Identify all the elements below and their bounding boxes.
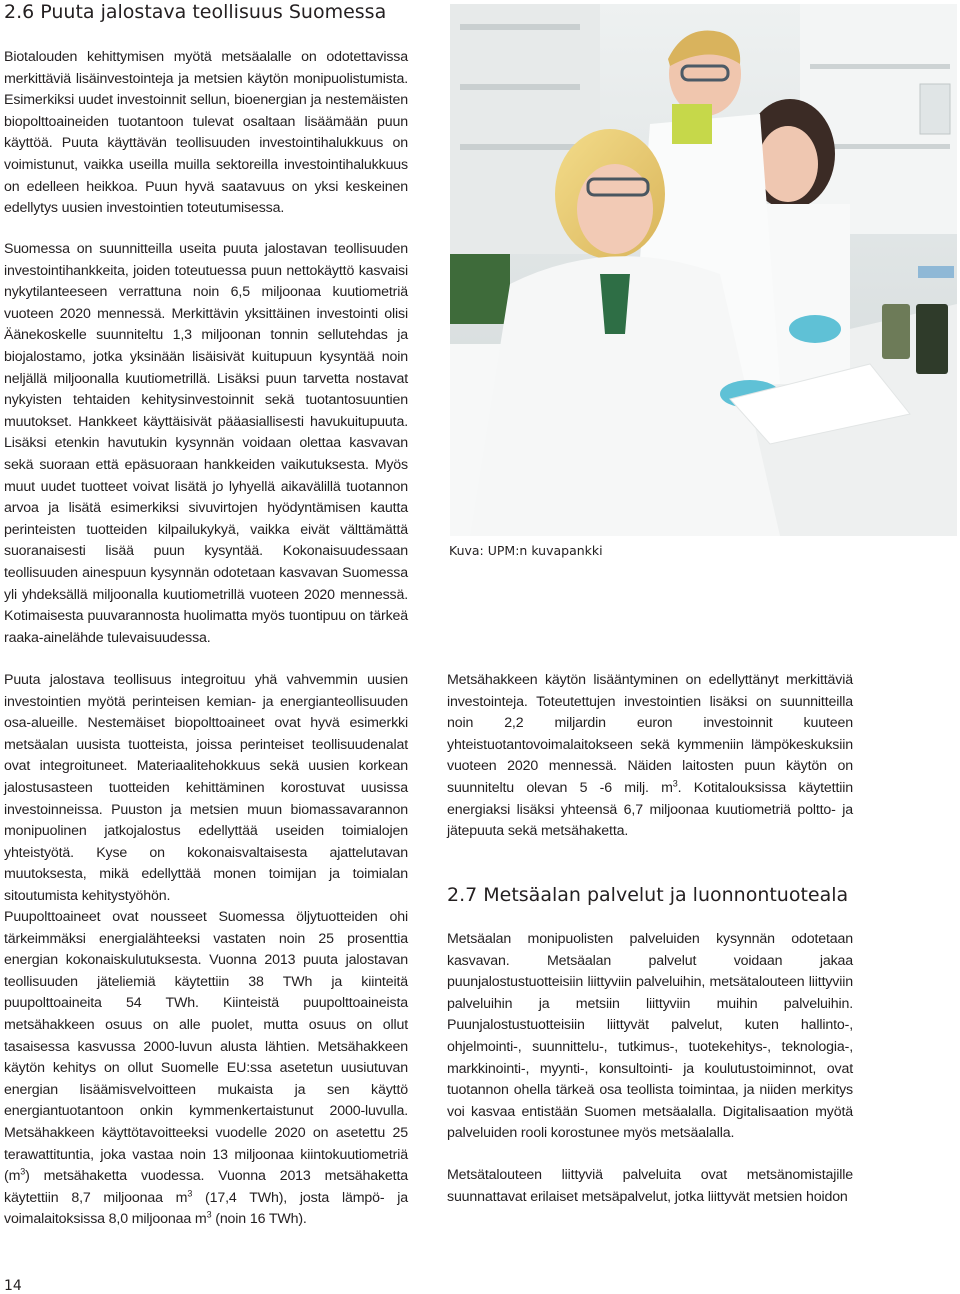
text-run: (noin 16 TWh).: [211, 1211, 307, 1228]
text-run: Metsähakkeen käytön lisääntyminen on edellyttänyt merkittäviä investointeja. Toteutettujen investointien lisäksi on suunnitteilla noin 2,2 miljardin euron investoinnit kuuteen yhteistuotantovoimalaitokseen sekä kymmeniin lämpökeskuksiin vuoteen 2020 mennessä. Näiden laitosten puun käytön on suunniteltu olevan 5 -6 milj. m: [447, 672, 853, 796]
paragraph-services: Metsäalan monipuolisten palveluiden kysynnän odotetaan kasvavan. Metsäalan palvelut voidaan jakaa puunjalostustuotteisiin liittyviin palveluihin, metsätalouteen liittyviin palveluihin ja metsiin liittyviin muihin palveluihin. Puunjalostustuotteisiin liittyvät palvelut, kuten hallinto-, ohjelmointi-, suunnittelu-, tutkimus-, tuotekehitys-, teknologia-, markkinointi-, myynti-, konsultointi- ja koulutustoiminnot, ovat tuotannon ohella tärkeä osa teollista toimintaa, ja niiden merkitys voi kasvaa entistään Suomen metsäalalla. Digitalisaation myötä palveluiden rooli korostunee myös metsäalalla.: [447, 931, 853, 1142]
text-run: (17,4 TWh), josta lämpö- ja voimalaitoksissa 8,0 miljoonaa m: [4, 1189, 408, 1228]
paragraph-intro: Biotalouden kehittymisen myötä metsäalalle on odotettavissa merkittäviä lisäinvestointeja ja metsien käytön monipuolistumista. Esimerkiksi uudet investoinnit sellun, bioenergian ja nestemäisten biopolttoaineiden tuotantoon tulevat osaltaan lisäämään puun käyttöä. Puuta käyttävän teollisuuden investointihalukkuus on voimistunut, vaikka useilla muilla sektoreilla investointihalukkuus on edelleen heikkoa. Puun hyvä saatavuus on yksi keskeinen edellytys uusien investointien toteutumisessa.: [4, 49, 408, 217]
text-run: Puupolttoaineet ovat nousseet Suomessa öljytuotteiden ohi tärkeimmäksi energialähteeksi vastaten noin 25 prosenttia energian kokonaiskulutuksesta. Vuonna 2013 puuta jalostavan teollisuuden jäteliemiä käytettiin 38 TWh ja kiinteitä puupolttoaineita 54 TWh. Kiinteistä puupolttoaineista metsähakkeen osuus on alle puolet, mutta osuus on ollut tasaisessa kasvussa 2000-luvun alusta lähtien. Metsähakkeen käytön kehitys on ollut Suomelle EU:ssa asetetun uusiutuvan energian lisäämisvelvoitteen mukaista ja sen käyttö energiantuotantoon onkin kymmenkertaistunut 2000-luvulla. Metsähakkeen käyttötavoitteeksi vuodelle 2020 on asetettu 25 terawattituntia, joka vastaa noin 13 miljoonaa kiintokuutiometriä (m: [4, 909, 408, 1185]
superscript: 3: [187, 1187, 193, 1198]
page-number: 14: [4, 1278, 22, 1294]
superscript: 3: [206, 1209, 212, 1220]
paragraph-wood-fuels: [4, 907, 408, 1231]
paragraph-forest-chips: [447, 670, 853, 843]
section-title-2-7: 2.7 Metsäalan palvelut ja luonnontuoteala: [447, 884, 849, 906]
text-run: . Kotitalouksissa käytettiin energiaksi lisäksi yhteensä 6,7 miljoonaa kuutiometriä poltto- ja jätepuuta sekä metsähaketta.: [447, 779, 854, 840]
superscript: 3: [672, 778, 678, 789]
section-title-2-6: 2.6 Puuta jalostava teollisuus Suomessa: [4, 1, 387, 23]
photo-caption: Kuva: UPM:n kuvapankki: [449, 543, 603, 558]
paragraph-investments: Suomessa on suunnitteilla useita puuta jalostavan teollisuuden investointihankkeita, joiden toteutuessa puun nettokäyttö kasvaisi nykytilanteeseen verrattuna noin 6,5 miljoonaa kuutiometriä vuoteen 2020 mennessä. Merkittävin yksittäinen investointi olisi Äänekoskelle suunniteltu 1,3 miljoonan tonnin sellutehdas ja biojalostamo, jotka yksinään lisäisivät kuitupuun kysyntää noin neljällä miljoonalla kuutiometrillä. Lisäksi puun tarvetta nostavat nykyisten tehtaiden kehitysinvestoinnit sekä tuotantosuuntien muutokset. Hankkeet käyttäisivät pääasiallisesti havukuitupuuta. Lisäksi etenkin havutukin kysynnän voidaan olettaa kasvavan sekä suoraan että epäsuoraan hankkeiden vaikutuksesta. Myös muut uudet tuotteet voivat lisätä jo lyhyellä aikavälillä tuotannon arvoa ja lisätä esimerkiksi sivuvirtojen hyödyntämisen kautta perinteisten tuotteiden kilpailukykyä, vaikka eivät välttämättä suoranaisesti lisää puun kysyntää. Kokonaisuudessaan teollisuuden ainespuun kysynnän odotetaan kasvavan Suomessa yli yhdeksällä miljoonalla kuutiometrillä vuoteen 2020 mennessä. Kotimaisesta puuvarannosta huolimatta myös tuontipuu on tärkeä raaka-ainelähde tulevaisuudessa.: [4, 241, 408, 646]
paragraph-integration: Puuta jalostava teollisuus integroituu yhä vahvemmin uusien investointien myötä perinteisen kemian- ja energianteollisuuden osa-alueille. Nestemäiset biopolttoaineet ovat hyvä esimerkki metsäalan uusista tuotteista, joissa perinteiset teollisuudenalat ovat integroituneet. Materiaalitehokkuus sekä uusien korkean jalostusasteen tuotteiden kehittäminen korostuvat uusissa investoinneissa. Puuston ja metsien muun biomassavarannon monipuolinen jatkojalostus edellyttää useiden toimialojen yhteistyötä. Kyse on kokonaisvaltaisesta ajattelutavan muutoksesta, mikä edellyttää monen toimijan ja toimialan sitoutumista kehitystyöhön.: [4, 672, 408, 904]
superscript: 3: [20, 1166, 26, 1177]
text-run: ) metsähaketta vuodessa. Vuonna 2013 metsähaketta käytettiin 8,7 miljoonaa m: [4, 1168, 408, 1206]
paragraph-forestry-services: Metsätalouteen liittyviä palveluita ovat metsänomistajille suunnattavat erilaiset metsäpalvelut, jotka liittyvät metsien hoidon: [447, 1167, 853, 1205]
laboratory-photo: [450, 4, 957, 536]
